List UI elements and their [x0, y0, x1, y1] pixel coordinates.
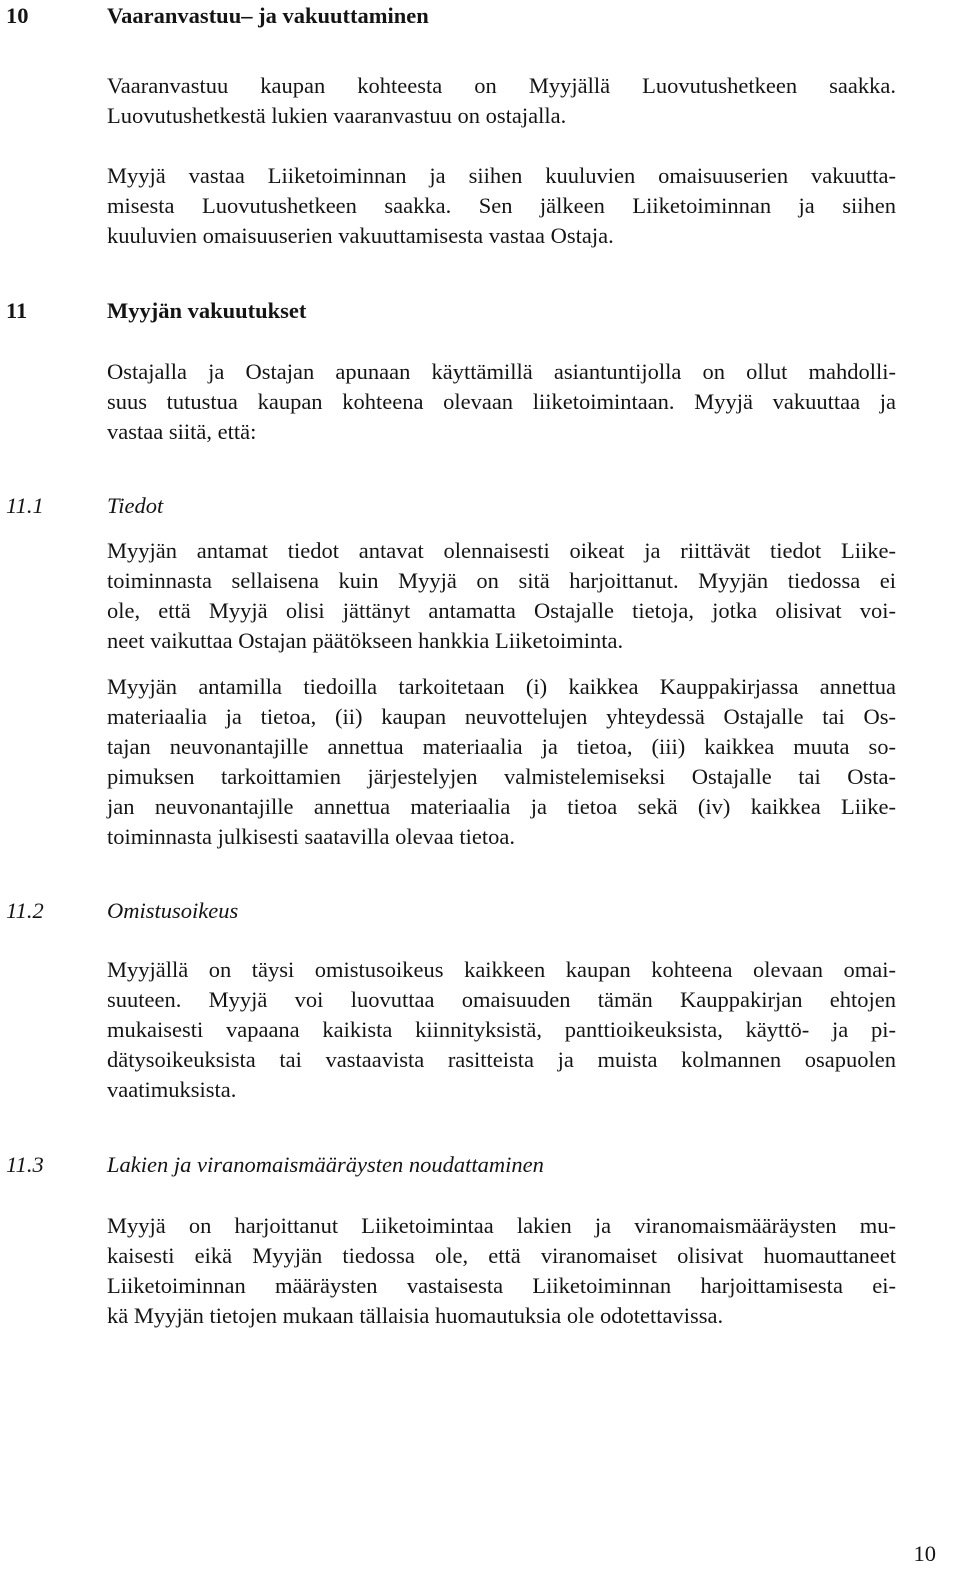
page-number: 10 [913, 1541, 936, 1566]
text-line: kuuluvien omaisuuserien vakuuttamisesta vastaa Ostaja. [107, 223, 614, 248]
subsection-number: 11.2 [6, 898, 44, 923]
text-line: pimuksen tarkoittamien järjestelyjen valmistelemiseksi Ostajalle tai Osta- [107, 764, 896, 789]
text-line: Liiketoiminnan määräysten vastaisesta Liiketoiminnan harjoittamisesta ei- [107, 1273, 896, 1298]
subsection-title: Omistusoikeus [107, 898, 239, 923]
section-number: 10 [6, 3, 29, 28]
text-line: kaisesti eikä Myyjän tiedossa ole, että viranomaiset olisivat huomauttaneet [107, 1243, 896, 1268]
text-line: Vaaranvastuu kaupan kohteesta on Myyjällä Luovutushetkeen saakka. [107, 73, 896, 98]
text-line: Myyjän antamat tiedot antavat olennaisesti oikeat ja riittävät tiedot Liike- [107, 538, 896, 563]
text-line: jan neuvonantajille annettua materiaalia ja tietoa sekä (iv) kaikkea Liike- [107, 794, 896, 819]
text-line: materiaalia ja tietoa, (ii) kaupan neuvottelujen yhteydessä Ostajalle tai Os- [107, 704, 896, 729]
subsection-number: 11.3 [6, 1152, 44, 1177]
text-line: tajan neuvonantajille annettua materiaalia ja tietoa, (iii) kaikkea muuta so- [107, 734, 896, 759]
text-line: neet vaikuttaa Ostajan päätökseen hankkia Liiketoiminta. [107, 628, 624, 653]
section-title: Myyjän vakuutukset [107, 298, 307, 323]
text-line: kä Myyjän tietojen mukaan tällaisia huomautuksia ole odotettavissa. [107, 1303, 724, 1328]
paragraph [107, 536, 896, 656]
subsection-title: Tiedot [107, 493, 164, 518]
text-line: ole, että Myyjä olisi jättänyt antamatta Ostajalle tietoja, jotka olisivat voi- [107, 598, 896, 623]
text-line: vaatimuksista. [107, 1077, 237, 1102]
text-line: Myyjä on harjoittanut Liiketoimintaa lakien ja viranomaismääräysten mu- [107, 1213, 896, 1238]
text-line: misesta Luovutushetkeen saakka. Sen jälkeen Liiketoiminnan ja siihen [107, 193, 896, 218]
section-number: 11 [6, 298, 28, 323]
text-line: Myyjä vastaa Liiketoiminnan ja siihen kuuluvien omaisuuserien vakuutta- [107, 163, 896, 188]
text-line: mukaisesti vapaana kaikista kiinnityksistä, panttioikeuksista, käyttö- ja pi- [107, 1017, 896, 1042]
section-title: Vaaranvastuu– ja vakuuttaminen [107, 3, 429, 28]
text-line: suuteen. Myyjä voi luovuttaa omaisuuden tämän Kauppakirjan ehtojen [107, 987, 896, 1012]
text-line: toiminnasta julkisesti saatavilla olevaa tietoa. [107, 824, 516, 849]
text-line: Myyjän antamilla tiedoilla tarkoitetaan (i) kaikkea Kauppakirjassa annettua [107, 674, 896, 699]
paragraph [107, 955, 896, 1105]
text-line: suus tutustua kaupan kohteena olevaan liiketoimintaan. Myyjä vakuuttaa ja [107, 389, 896, 414]
text-line: Ostajalla ja Ostajan apunaan käyttämillä asiantuntijolla on ollut mahdolli- [107, 359, 896, 384]
text-line: vastaa siitä, että: [107, 419, 257, 444]
paragraph [107, 1211, 896, 1331]
paragraph [107, 71, 896, 131]
text-line: toiminnasta sellaisena kuin Myyjä on sitä harjoittanut. Myyjän tiedossa ei [107, 568, 896, 593]
text-line: Myyjällä on täysi omistusoikeus kaikkeen kaupan kohteena olevaan omai- [107, 957, 896, 982]
text-line: Luovutushetkestä lukien vaaranvastuu on ostajalla. [107, 103, 567, 128]
paragraph [107, 357, 896, 447]
paragraph [107, 161, 896, 251]
subsection-title: Lakien ja viranomaismääräysten noudattaminen [107, 1152, 544, 1177]
subsection-number: 11.1 [6, 493, 44, 518]
paragraph [107, 672, 896, 852]
text-line: dätysoikeuksista tai vastaavista rasitteista ja muista kolmannen osapuolen [107, 1047, 896, 1072]
